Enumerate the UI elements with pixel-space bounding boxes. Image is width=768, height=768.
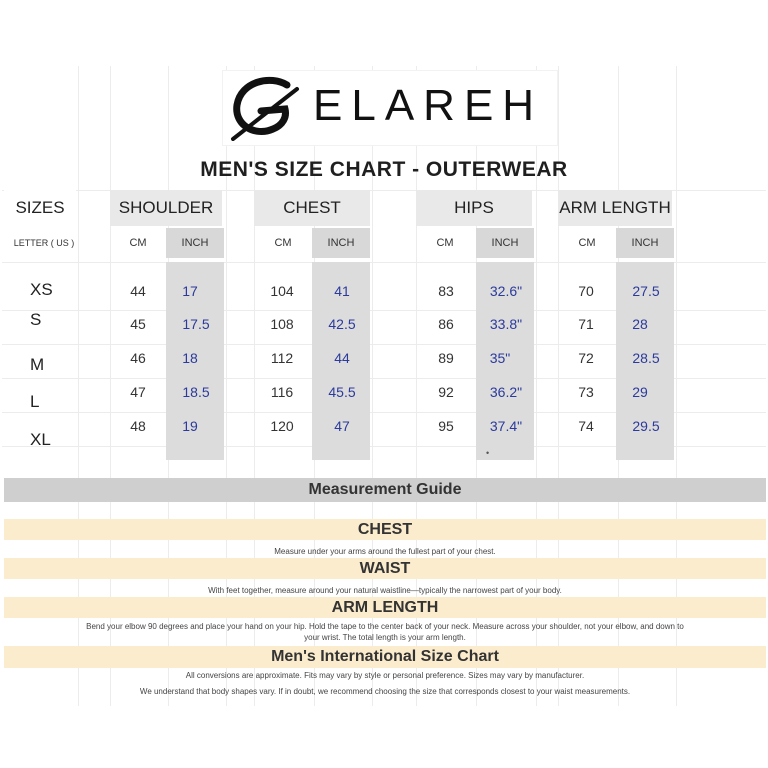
shoulder-cm-cell: 47 (130, 384, 146, 400)
hips-inch-cell: 36.2" (489, 384, 523, 400)
subheader-inch: INCH (616, 228, 674, 258)
brand-logo (222, 70, 558, 146)
arm-length-cm-cell: 71 (578, 316, 594, 332)
hips-inch-cell: 32.6" (489, 283, 523, 299)
chest-cm-cell: 112 (270, 350, 294, 366)
arm-length-cm-cell: 74 (578, 418, 594, 434)
chest-cm-cell: 120 (270, 418, 294, 434)
arm-length-cm-cell: 72 (578, 350, 594, 366)
brand-swoosh-icon (227, 75, 303, 141)
international-chart-text-2: We understand that body shapes vary. If in doubt, we recommend choosing the size that corresponds closest to your waist measurements. (139, 687, 631, 696)
chest-cm-cell: 108 (270, 316, 294, 332)
stray-dot: • (486, 448, 490, 458)
size-label: M (30, 355, 45, 374)
subheader-cm: CM (578, 237, 596, 249)
shoulder-inch-cell: 17.5 (182, 316, 210, 332)
chest-inch-cell: 44 (334, 350, 350, 366)
shoulder-cm-cell: 44 (130, 283, 146, 299)
arm-length-inch-cell: 29 (632, 384, 648, 400)
hips-inch-cell: 37.4" (489, 418, 523, 434)
arm-length-guide-title: ARM LENGTH (4, 597, 766, 618)
international-chart-text-1: All conversions are approximate. Fits may vary by style or personal preference. Sizes may vary by manufacturer. (185, 671, 585, 680)
chest-cm-cell: 116 (270, 384, 294, 400)
hips-cm-cell: 86 (438, 316, 454, 332)
international-chart-title: Men's International Size Chart (4, 646, 766, 668)
header-chest: CHEST (254, 190, 370, 226)
arm-length-cm-cell: 73 (578, 384, 594, 400)
subheader-inch: INCH (166, 228, 224, 258)
waist-guide-title: WAIST (4, 558, 766, 579)
subheader-inch: INCH (312, 228, 370, 258)
size-label: S (30, 310, 42, 329)
shoulder-inch-cell: 18.5 (182, 384, 210, 400)
hips-cm-cell: 83 (438, 283, 454, 299)
subheader-cm: CM (129, 237, 147, 249)
brand-name: ELAREH (313, 81, 544, 130)
shoulder-inch-cell: 17 (182, 283, 198, 299)
size-label: XS (30, 280, 53, 299)
shoulder-cm-cell: 46 (130, 350, 146, 366)
subheader-letter: LETTER ( US ) (13, 238, 75, 248)
subheader-inch: INCH (476, 228, 534, 258)
chest-inch-cell: 47 (334, 418, 350, 434)
shoulder-inch-cell: 19 (182, 418, 198, 434)
subheader-cm: CM (436, 237, 454, 249)
arm-length-inch-cell: 27.5 (632, 283, 660, 299)
shoulder-inch-cell: 18 (182, 350, 198, 366)
hips-inch-cell: 35" (489, 350, 511, 366)
subheader-cm: CM (274, 237, 292, 249)
shoulder-cm-cell: 45 (130, 316, 146, 332)
header-sizes: SIZES (4, 190, 76, 226)
chest-inch-cell: 45.5 (328, 384, 356, 400)
arm-length-inch-cell: 29.5 (632, 418, 660, 434)
arm-length-cm-cell: 70 (578, 283, 594, 299)
chest-inch-cell: 42.5 (328, 316, 356, 332)
header-shoulder: SHOULDER (110, 190, 222, 226)
hips-inch-cell: 33.8" (489, 316, 523, 332)
hips-cm-cell: 95 (438, 418, 454, 434)
page-title: MEN'S SIZE CHART - OUTERWEAR (200, 158, 568, 181)
header-arm-length: ARM LENGTH (558, 190, 672, 226)
arm-length-guide-text-1: Bend your elbow 90 degrees and place your hand on your hip. Hold the tape to the center back of your neck. Measure across your shoulder, not your elbow, and down to (86, 622, 684, 631)
shoulder-cm-cell: 48 (130, 418, 146, 434)
arm-length-inch-cell: 28.5 (632, 350, 660, 366)
arm-length-guide-text-2: your wrist. The total length is your arm length. (304, 633, 466, 642)
hips-cm-cell: 92 (438, 384, 454, 400)
arm-length-inch-cell: 28 (632, 316, 648, 332)
size-label: L (30, 392, 40, 411)
waist-guide-text: With feet together, measure around your natural waistline—typically the narrowest part of your body. (208, 586, 562, 595)
size-label: XL (30, 430, 51, 449)
header-hips: HIPS (416, 190, 532, 226)
hips-cm-cell: 89 (438, 350, 454, 366)
chest-guide-text: Measure under your arms around the fullest part of your chest. (274, 547, 496, 556)
measurement-guide-bar: Measurement Guide (4, 478, 766, 502)
chest-guide-title: CHEST (4, 519, 766, 540)
chest-cm-cell: 104 (270, 283, 294, 299)
chest-inch-cell: 41 (334, 283, 350, 299)
